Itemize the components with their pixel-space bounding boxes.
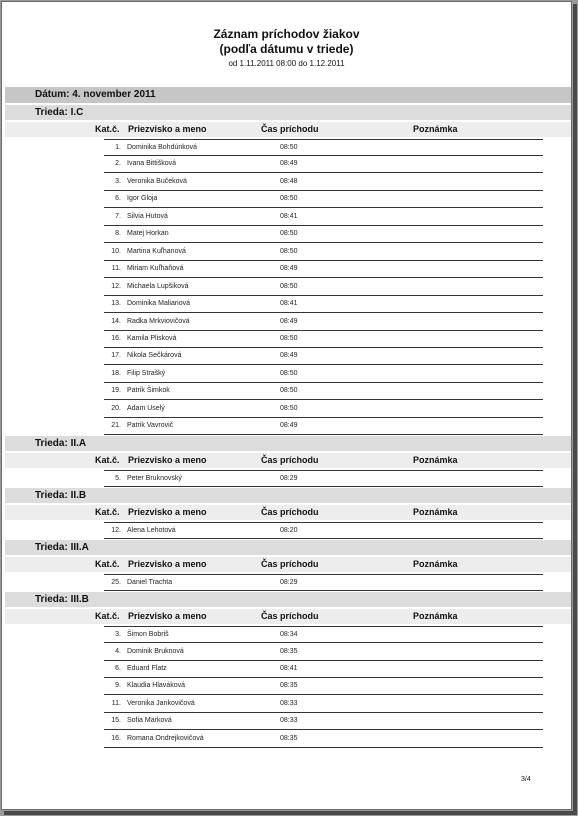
column-header-kat: Kat.č. (95, 611, 120, 621)
student-number: 25. (111, 579, 121, 586)
arrival-time: 08:49 (280, 317, 298, 325)
arrival-time: 08:33 (280, 717, 298, 725)
table-row (104, 418, 543, 435)
table-row (104, 574, 543, 591)
page-shadow-bottom (4, 811, 577, 815)
arrival-time: 08:49 (280, 160, 298, 168)
column-header-row (5, 505, 571, 520)
column-header-note: Poznámka (413, 611, 458, 621)
date-header: Dátum: 4. november 2011 (5, 87, 571, 103)
table-row (104, 209, 543, 226)
column-header-time: Čas príchodu (261, 507, 319, 517)
column-header-row (5, 122, 571, 137)
arrival-time: 08:20 (280, 527, 298, 534)
student-number: 11. (111, 699, 121, 707)
arrival-time: 08:50 (280, 369, 298, 377)
student-name: Martina Kuľhanová (127, 247, 186, 255)
report-page (1, 1, 572, 810)
table-row (104, 470, 543, 487)
student-name: Kamila Plisková (127, 334, 177, 342)
column-header-row (5, 609, 571, 624)
arrival-time: 08:50 (280, 247, 298, 255)
table-row (104, 191, 543, 208)
column-header-note: Poznámka (413, 559, 458, 569)
column-header-kat: Kat.č. (95, 559, 120, 569)
table-row (104, 156, 543, 173)
column-header-kat: Kat.č. (95, 507, 120, 517)
student-number: 10. (111, 247, 121, 255)
arrival-time: 08:50 (280, 404, 298, 412)
arrival-time: 08:35 (280, 682, 298, 690)
table-row (104, 644, 543, 661)
student-name: Michaela Lupšiková (127, 282, 189, 290)
column-header-row (5, 557, 571, 572)
student-name: Matej Horkan (127, 230, 169, 238)
student-name: Šimon Bobriš (127, 631, 169, 638)
student-number: 6. (115, 195, 121, 203)
arrival-time: 08:29 (280, 579, 298, 586)
column-header-time: Čas príchodu (261, 124, 319, 134)
student-number: 7. (115, 212, 121, 220)
report-subtitle-heading: (podľa dátumu v triede) (219, 42, 354, 56)
column-header-note: Poznámka (413, 124, 458, 134)
class-header: Trieda: II.B (5, 488, 571, 503)
student-number: 17. (111, 352, 121, 360)
table-row (104, 226, 543, 243)
student-name: Dominika Maliariová (127, 300, 191, 307)
arrival-time: 08:50 (280, 387, 298, 395)
arrival-time: 08:41 (280, 300, 298, 307)
student-number: 12. (111, 527, 121, 534)
student-name: Alena Lehotová (127, 527, 176, 534)
table-row (104, 713, 543, 730)
report-date-range: od 1.11.2011 08:00 do 1.12.2011 (228, 59, 345, 68)
arrival-time: 08:49 (280, 352, 298, 360)
student-name: Radka Mrkviovičová (127, 317, 190, 325)
arrival-time: 08:41 (280, 212, 298, 220)
arrival-time: 08:41 (280, 664, 298, 672)
student-number: 16. (111, 734, 121, 742)
table-row (104, 678, 543, 695)
student-number: 19. (111, 387, 121, 395)
student-name: Eduard Flatz (127, 664, 167, 672)
table-row (104, 331, 543, 348)
table-row (104, 696, 543, 713)
table-row (104, 383, 543, 400)
column-header-kat: Kat.č. (95, 455, 120, 465)
student-number: 16. (111, 334, 121, 342)
table-row (104, 348, 543, 365)
class-header: Trieda: I.C (5, 105, 571, 120)
student-number: 9. (115, 682, 121, 690)
table-row (104, 174, 543, 191)
student-name: Miriam Kuľhaňová (127, 265, 184, 273)
arrival-time: 08:49 (280, 265, 298, 273)
student-name: Filip Strašký (127, 369, 166, 377)
arrival-time: 08:49 (280, 422, 298, 430)
student-name: Veronika Bučeková (127, 177, 187, 185)
column-header-name: Priezvisko a meno (128, 559, 207, 569)
table-row (104, 626, 543, 643)
student-number: 13. (111, 300, 121, 307)
arrival-time: 08:50 (280, 282, 298, 290)
student-name: Daniel Trachta (127, 579, 173, 586)
column-header-time: Čas príchodu (261, 455, 319, 465)
arrival-time: 08:33 (280, 699, 298, 707)
column-header-kat: Kat.č. (95, 124, 120, 134)
student-number: 14. (111, 317, 121, 325)
student-number: 20. (111, 404, 121, 412)
class-header: Trieda: III.A (5, 540, 571, 555)
student-name: Klaudia Hlaváková (127, 682, 185, 690)
column-header-row (5, 453, 571, 468)
student-name: Ivana Bittišková (127, 160, 177, 168)
student-number: 1. (115, 144, 121, 151)
student-name: Peter Bruknovský (127, 475, 182, 482)
arrival-time: 08:34 (280, 631, 298, 638)
student-number: 4. (115, 647, 121, 655)
arrival-time: 08:35 (280, 734, 298, 742)
student-number: 5. (115, 475, 121, 482)
page-number: 3/4 (521, 776, 531, 783)
arrival-time: 08:50 (280, 195, 298, 203)
table-row (104, 522, 543, 539)
column-header-note: Poznámka (413, 507, 458, 517)
student-number: 6. (115, 664, 121, 672)
student-number: 3. (115, 631, 121, 638)
table-row (104, 731, 543, 748)
column-header-name: Priezvisko a meno (128, 455, 207, 465)
column-header-time: Čas príchodu (261, 611, 319, 621)
student-name: Dominika Bohdúnková (127, 144, 198, 151)
student-name: Romana Ondrejkovičová (127, 734, 204, 742)
class-header: Trieda: II.A (5, 436, 571, 451)
student-name: Adam Uselý (127, 404, 165, 412)
student-name: Dominik Bruknová (127, 647, 184, 655)
table-row (104, 261, 543, 278)
class-header: Trieda: III.B (5, 592, 571, 607)
student-name: Sofia Marková (127, 717, 172, 725)
student-number: 2. (115, 160, 121, 168)
student-name: Silvia Hutová (127, 212, 168, 220)
table-row (104, 366, 543, 383)
table-row (104, 296, 543, 313)
column-header-name: Priezvisko a meno (128, 124, 207, 134)
report-title: Záznam príchodov žiakov (213, 27, 360, 41)
student-name: Patrik Šimkok (127, 387, 170, 395)
table-row (104, 244, 543, 261)
table-row (104, 401, 543, 418)
student-number: 12. (111, 282, 121, 290)
student-number: 8. (115, 230, 121, 238)
column-header-name: Priezvisko a meno (128, 611, 207, 621)
student-name: Igor Gloja (127, 195, 158, 203)
table-row (104, 661, 543, 678)
column-header-name: Priezvisko a meno (128, 507, 207, 517)
student-name: Veronika Jankovičová (127, 699, 195, 707)
student-number: 11. (111, 265, 121, 273)
arrival-time: 08:48 (280, 177, 298, 185)
table-row (104, 279, 543, 296)
page-shadow-right (573, 4, 577, 814)
arrival-time: 08:29 (280, 475, 298, 482)
student-name: Patrik Vavrovič (127, 422, 174, 430)
arrival-time: 08:50 (280, 144, 298, 151)
student-number: 18. (111, 369, 121, 377)
student-number: 21. (111, 422, 121, 430)
table-row (104, 314, 543, 331)
student-name: Nikola Sečkárová (127, 352, 182, 360)
arrival-time: 08:50 (280, 334, 298, 342)
column-header-time: Čas príchodu (261, 559, 319, 569)
arrival-time: 08:35 (280, 647, 298, 655)
student-number: 15. (111, 717, 121, 725)
arrival-time: 08:50 (280, 230, 298, 238)
table-row (104, 139, 543, 156)
student-number: 3. (115, 177, 121, 185)
column-header-note: Poznámka (413, 455, 458, 465)
